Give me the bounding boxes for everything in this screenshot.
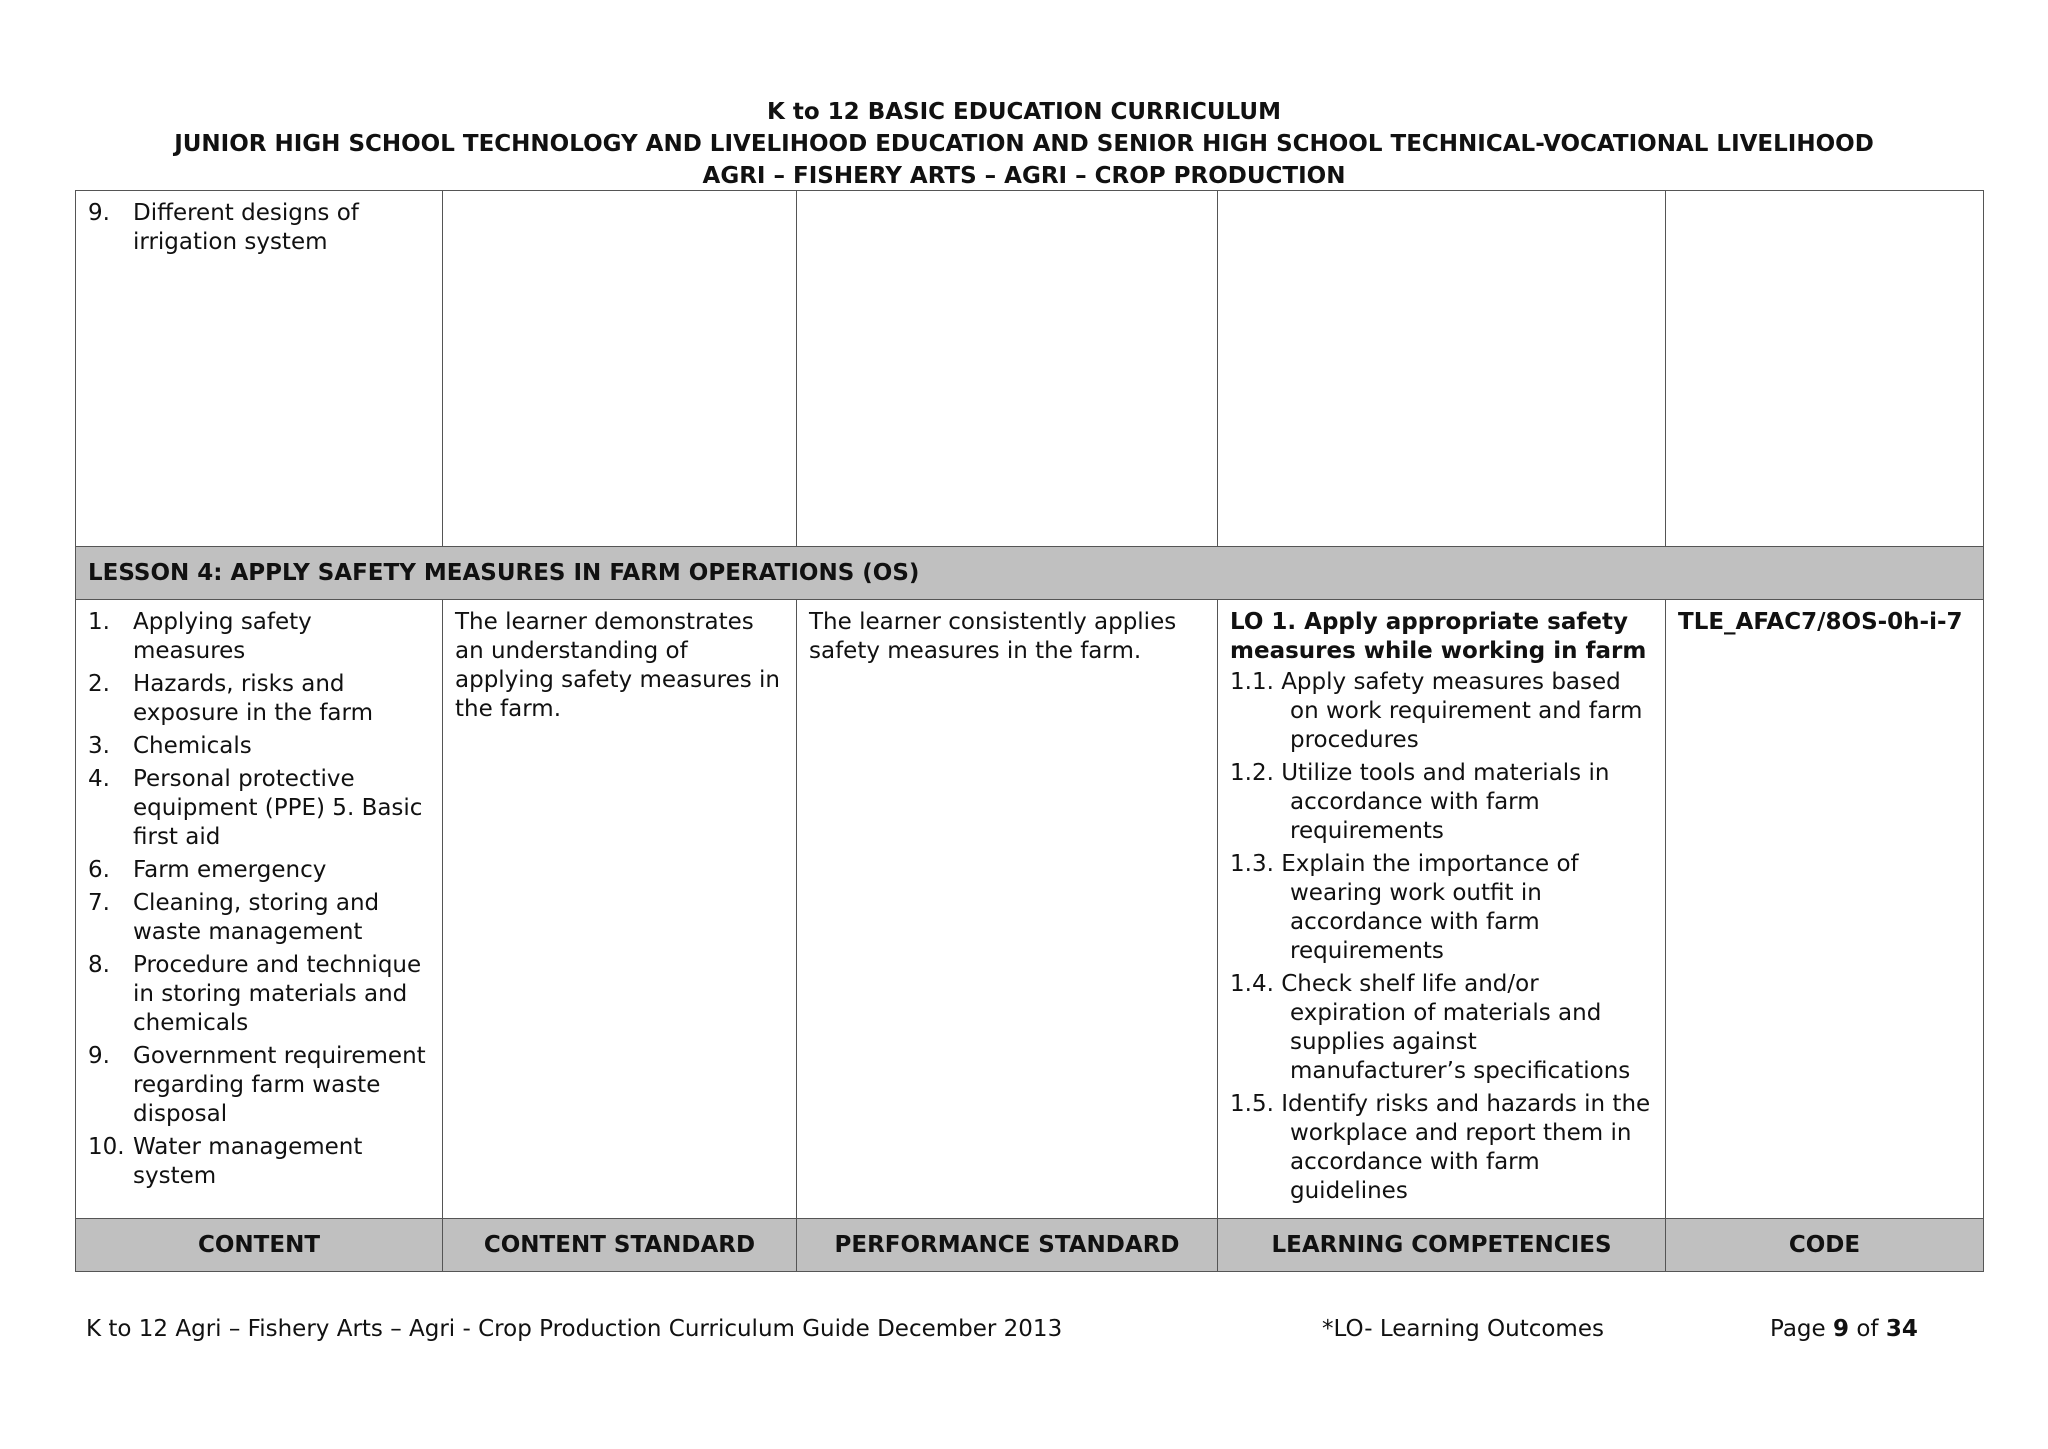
learning-competencies-cell: [1218, 600, 1666, 1219]
list-number: 2.: [88, 671, 110, 697]
list-item: [88, 608, 430, 666]
list-text: Procedure and technique in storing materials and chemicals: [133, 952, 422, 1036]
learning-outcome-title: LO 1. Apply appropriate safety measures while working in farm: [1230, 609, 1647, 664]
list-text: Cleaning, storing and waste management: [133, 890, 380, 945]
list-item: [88, 1133, 430, 1191]
content-list: [88, 608, 430, 1191]
code-cell: [1666, 600, 1984, 1219]
competency-item: 1.5. Identify risks and hazards in the workplace and report them in accordance with farm guidelines: [1230, 1091, 1651, 1204]
lesson-title: LESSON 4: APPLY SAFETY MEASURES IN FARM OPERATIONS (OS): [76, 547, 1984, 600]
content-standard-cell: [443, 191, 797, 547]
competency-item: 1.2. Utilize tools and materials in accordance with farm requirements: [1230, 760, 1610, 844]
list-text: Personal protective equipment (PPE) 5. Basic first aid: [133, 766, 423, 850]
list-item: [88, 670, 430, 728]
list-number: 6.: [88, 857, 110, 883]
competency-list: [1230, 668, 1653, 1206]
performance-standard-cell: The learner consistently applies safety measures in the farm.: [797, 600, 1218, 1219]
list-item: [88, 889, 430, 947]
list-number: 9.: [88, 1043, 110, 1069]
list-item: [88, 732, 430, 761]
page-total: 34: [1885, 1316, 1918, 1342]
table-row: [76, 191, 1984, 547]
list-item: [88, 1042, 430, 1129]
list-item: [88, 951, 430, 1038]
competency-item: 1.3. Explain the importance of wearing work outfit in accordance with farm requirements: [1230, 851, 1579, 964]
list-item: [88, 199, 430, 257]
list-text: Government requirement regarding farm waste disposal: [133, 1043, 426, 1127]
list-text: Chemicals: [133, 733, 252, 759]
footer-note: *LO- Learning Outcomes: [1322, 1316, 1604, 1342]
page-of: of: [1856, 1316, 1879, 1342]
list-text: Hazards, risks and exposure in the farm: [133, 671, 373, 726]
list-text: Farm emergency: [133, 857, 327, 883]
performance-standard-cell: [797, 191, 1218, 547]
learning-competencies-cell: [1218, 191, 1666, 547]
column-header-row: [76, 1219, 1984, 1272]
column-header-learning-competencies: LEARNING COMPETENCIES: [1218, 1219, 1666, 1272]
header-track: AGRI – FISHERY ARTS – AGRI – CROP PRODUCTION: [702, 163, 1346, 189]
list-number: 4.: [88, 766, 110, 792]
content-cell: [76, 600, 443, 1219]
content-standard-cell: The learner demonstrates an understanding of applying safety measures in the farm.: [443, 600, 797, 1219]
list-number: 1.: [88, 609, 110, 635]
list-text: Different designs of irrigation system: [133, 200, 359, 255]
code-cell: [1666, 191, 1984, 547]
header-title: K to 12 BASIC EDUCATION CURRICULUM: [767, 99, 1281, 125]
list-number: 9.: [88, 200, 110, 226]
list-number: 8.: [88, 952, 110, 978]
page-label: Page: [1770, 1316, 1826, 1342]
column-header-code: CODE: [1666, 1219, 1984, 1272]
competency-item: 1.4. Check shelf life and/or expiration of materials and supplies against manufacturer’s specifications: [1230, 971, 1631, 1084]
list-number: 3.: [88, 733, 110, 759]
document-header: [0, 96, 2048, 192]
list-text: Applying safety measures: [133, 609, 312, 664]
content-cell: [76, 191, 443, 547]
table-row: [76, 600, 1984, 1219]
competency-code: TLE_AFAC7/8OS-0h-i-7: [1678, 609, 1963, 635]
footer-guide-title: K to 12 Agri – Fishery Arts – Agri - Crop Production Curriculum Guide December 2013: [86, 1316, 1063, 1342]
column-header-content-standard: CONTENT STANDARD: [443, 1219, 797, 1272]
list-item: [88, 765, 430, 852]
lesson-row: [76, 547, 1984, 600]
list-number: 7.: [88, 890, 110, 916]
header-subtitle: JUNIOR HIGH SCHOOL TECHNOLOGY AND LIVELIHOOD EDUCATION AND SENIOR HIGH SCHOOL TECHNICAL-VOCATIONAL LIVELIHOOD: [174, 131, 1874, 157]
list-text: Water management system: [133, 1134, 363, 1189]
curriculum-table: [75, 190, 1984, 1272]
page-number: 9: [1833, 1316, 1850, 1342]
column-header-performance-standard: PERFORMANCE STANDARD: [797, 1219, 1218, 1272]
competency-item: 1.1. Apply safety measures based on work requirement and farm procedures: [1230, 669, 1643, 753]
page-indicator: [1770, 1316, 1918, 1342]
list-number: 10.: [88, 1134, 125, 1160]
column-header-content: CONTENT: [76, 1219, 443, 1272]
content-list: [88, 199, 430, 257]
list-item: [88, 856, 430, 885]
